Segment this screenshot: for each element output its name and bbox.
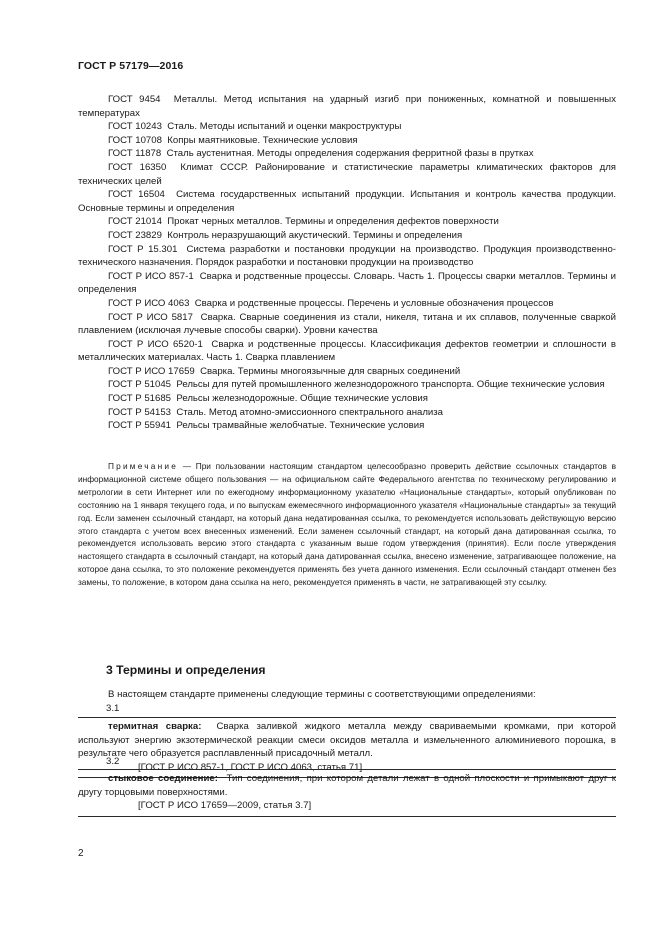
reference-title: Контроль неразрушающий акустический. Термины и определения [167, 229, 463, 241]
reference-item [78, 297, 616, 311]
reference-code: ГОСТ 23829 [108, 229, 162, 241]
term-name: термитная сварка: [108, 721, 202, 732]
reference-title: Сварка и родственные процессы. Словарь. Часть 1. Процессы сварки металлов. Термины и определения [78, 270, 616, 296]
term-name: стыковое соединение: [108, 773, 218, 784]
reference-item [78, 365, 616, 379]
reference-item [78, 188, 616, 215]
reference-item [78, 419, 616, 433]
reference-code: ГОСТ 16504 [108, 189, 165, 201]
reference-title: Сталь. Методы испытаний и оценки макроструктуры [167, 121, 402, 133]
reference-item [78, 215, 616, 229]
note-text: — При пользовании настоящим стандартом целесообразно проверить действие ссылочных стандартов в информационной системе общего пользования — на официальном сайте Федерального агентства по техническому регулированию и метрологии в сети Интернет или по ежегодному информационному указателю «Национальные стандарты», который опубликован по состоянию на 1 января текущего года, и по выпускам ежемесячного информационного указателя «Национальные стандарты» за текущий год. Если заменен ссылочный стандарт, на который дана недатированная ссылка, то рекомендуется использовать действующую версию этого стандарта с учетом всех внесенных изменений. Если заменен ссылочный стандарт, на который дана датированная ссылка, то рекомендуется использовать версию этого стандарта с указанным выше годом утверждения (принятия). Если после утверждения настоящего стандарта в ссылочный стандарт, на который дана датированная ссылка, внесено изменение, затрагивающее положение, на которое дана ссылка, то это положение рекомендуется применять без учета данного изменения. Если ссылочный стандарт отменен без замены, то положение, в котором дана ссылка на него, рекомендуется применять в части, не затрагивающей эту ссылку. [78, 461, 616, 588]
reference-title: Прокат черных металлов. Термины и определения дефектов поверхности [167, 216, 499, 228]
document-code-header: ГОСТ Р 57179—2016 [78, 60, 184, 72]
reference-code: ГОСТ Р ИСО 4063 [108, 297, 190, 309]
reference-code: ГОСТ Р 51685 [108, 393, 171, 405]
reference-code: ГОСТ Р ИСО 17659 [108, 365, 195, 377]
term-definition-paragraph [78, 720, 616, 761]
reference-item [78, 311, 616, 338]
term-number: 3.1 [106, 703, 120, 714]
reference-item [78, 338, 616, 365]
reference-code: ГОСТ 10708 [108, 134, 162, 146]
reference-code: ГОСТ 11878 [108, 148, 162, 160]
reference-item [78, 243, 616, 270]
reference-title: Сталь аустенитная. Методы определения содержания ферритной фазы в прутках [166, 148, 534, 160]
reference-item [78, 161, 616, 188]
note-label: Примечание [108, 461, 179, 471]
reference-title: Рельсы железнодорожные. Общие технические условия [176, 393, 428, 405]
reference-title: Система разработки и постановки продукции на производство. Продукция производственно-технического назначения. Порядок разработки и постановки продукции на производство [78, 243, 616, 269]
reference-title: Сварка и родственные процессы. Перечень и условные обозначения процессов [194, 297, 554, 309]
reference-title: Металлы. Метод испытания на ударный изгиб при пониженных, комнатной и повышенных температурах [78, 94, 616, 119]
term-source: [ГОСТ Р ИСО 17659—2009, статья 3.7] [138, 800, 312, 812]
reference-code: ГОСТ Р 55941 [108, 420, 171, 432]
reference-title: Сталь. Метод атомно-эмиссионного спектрального анализа [176, 406, 444, 418]
reference-code: ГОСТ Р 15.301 [108, 243, 178, 255]
reference-title: Сварка. Сварные соединения из стали, никеля, титана и их сплавов, полученные сваркой плавлением (исключая лучевые способы сварки). Уровни качества [78, 311, 616, 337]
reference-title: Рельсы для путей промышленного железнодорожного транспорта. Общие технические условия [176, 379, 605, 391]
note-paragraph [78, 460, 616, 589]
reference-item [78, 270, 616, 297]
page-number: 2 [78, 848, 84, 859]
reference-code: ГОСТ Р ИСО 6520-1 [108, 338, 203, 350]
section-intro-text: В настоящем стандарте применены следующие термины с соответствующими определениями: [108, 689, 536, 700]
reference-code: ГОСТ 9454 [108, 94, 161, 105]
section-title: 3 Термины и определения [106, 663, 266, 677]
term-source: [ГОСТ Р ИСО 857-1, ГОСТ Р ИСО 4063, статья 71] [138, 761, 363, 773]
reference-title: Сварка и родственные процессы. Классификация дефектов геометрии и сплошности в металлических материалах. Часть 1. Сварка плавлением [78, 338, 616, 364]
term-definition: Тип соединения, при котором детали лежат в одной плоскости и примыкают друг к другу торцовыми поверхностями. [78, 773, 616, 798]
reference-title: Рельсы трамвайные желобчатые. Технические условия [176, 420, 425, 432]
references-note [78, 460, 616, 589]
reference-item [78, 147, 616, 161]
reference-item [78, 93, 616, 120]
term-definition-paragraph [78, 772, 616, 799]
reference-item [78, 229, 616, 243]
term-definition: Сварка заливкой жидкого металла между свариваемыми кромками, при которой используют энергию экзотермической реакции смеси оксидов металла и измельченного алюминиевого порошка, в результате чего образуется расплавленный присадочный металл. [78, 721, 616, 760]
reference-code: ГОСТ 10243 [108, 121, 162, 133]
reference-item [78, 134, 616, 148]
section-intro [78, 688, 616, 702]
reference-item [78, 392, 616, 406]
reference-code: ГОСТ 21014 [108, 216, 162, 228]
reference-item [78, 120, 616, 134]
reference-code: ГОСТ Р ИСО 857-1 [108, 270, 194, 282]
reference-code: ГОСТ Р 51045 [108, 379, 171, 391]
reference-title: Сварка. Термины многоязычные для сварных соединений [200, 365, 461, 377]
reference-title: Система государственных испытаний продукции. Испытания и контроль качества продукции. Основные термины и определения [78, 189, 616, 214]
term-number: 3.2 [106, 756, 120, 767]
reference-item [78, 406, 616, 420]
reference-title: Копры маятниковые. Технические условия [167, 134, 358, 146]
reference-code: ГОСТ Р ИСО 5817 [108, 311, 193, 323]
term-definition-box [78, 769, 616, 817]
normative-references-list [78, 93, 616, 433]
reference-item [78, 378, 616, 392]
reference-title: Климат СССР. Районирование и статистические параметры климатических факторов для технических целей [78, 161, 616, 187]
reference-code: ГОСТ Р 54153 [108, 406, 171, 418]
reference-code: ГОСТ 16350 [108, 161, 167, 173]
